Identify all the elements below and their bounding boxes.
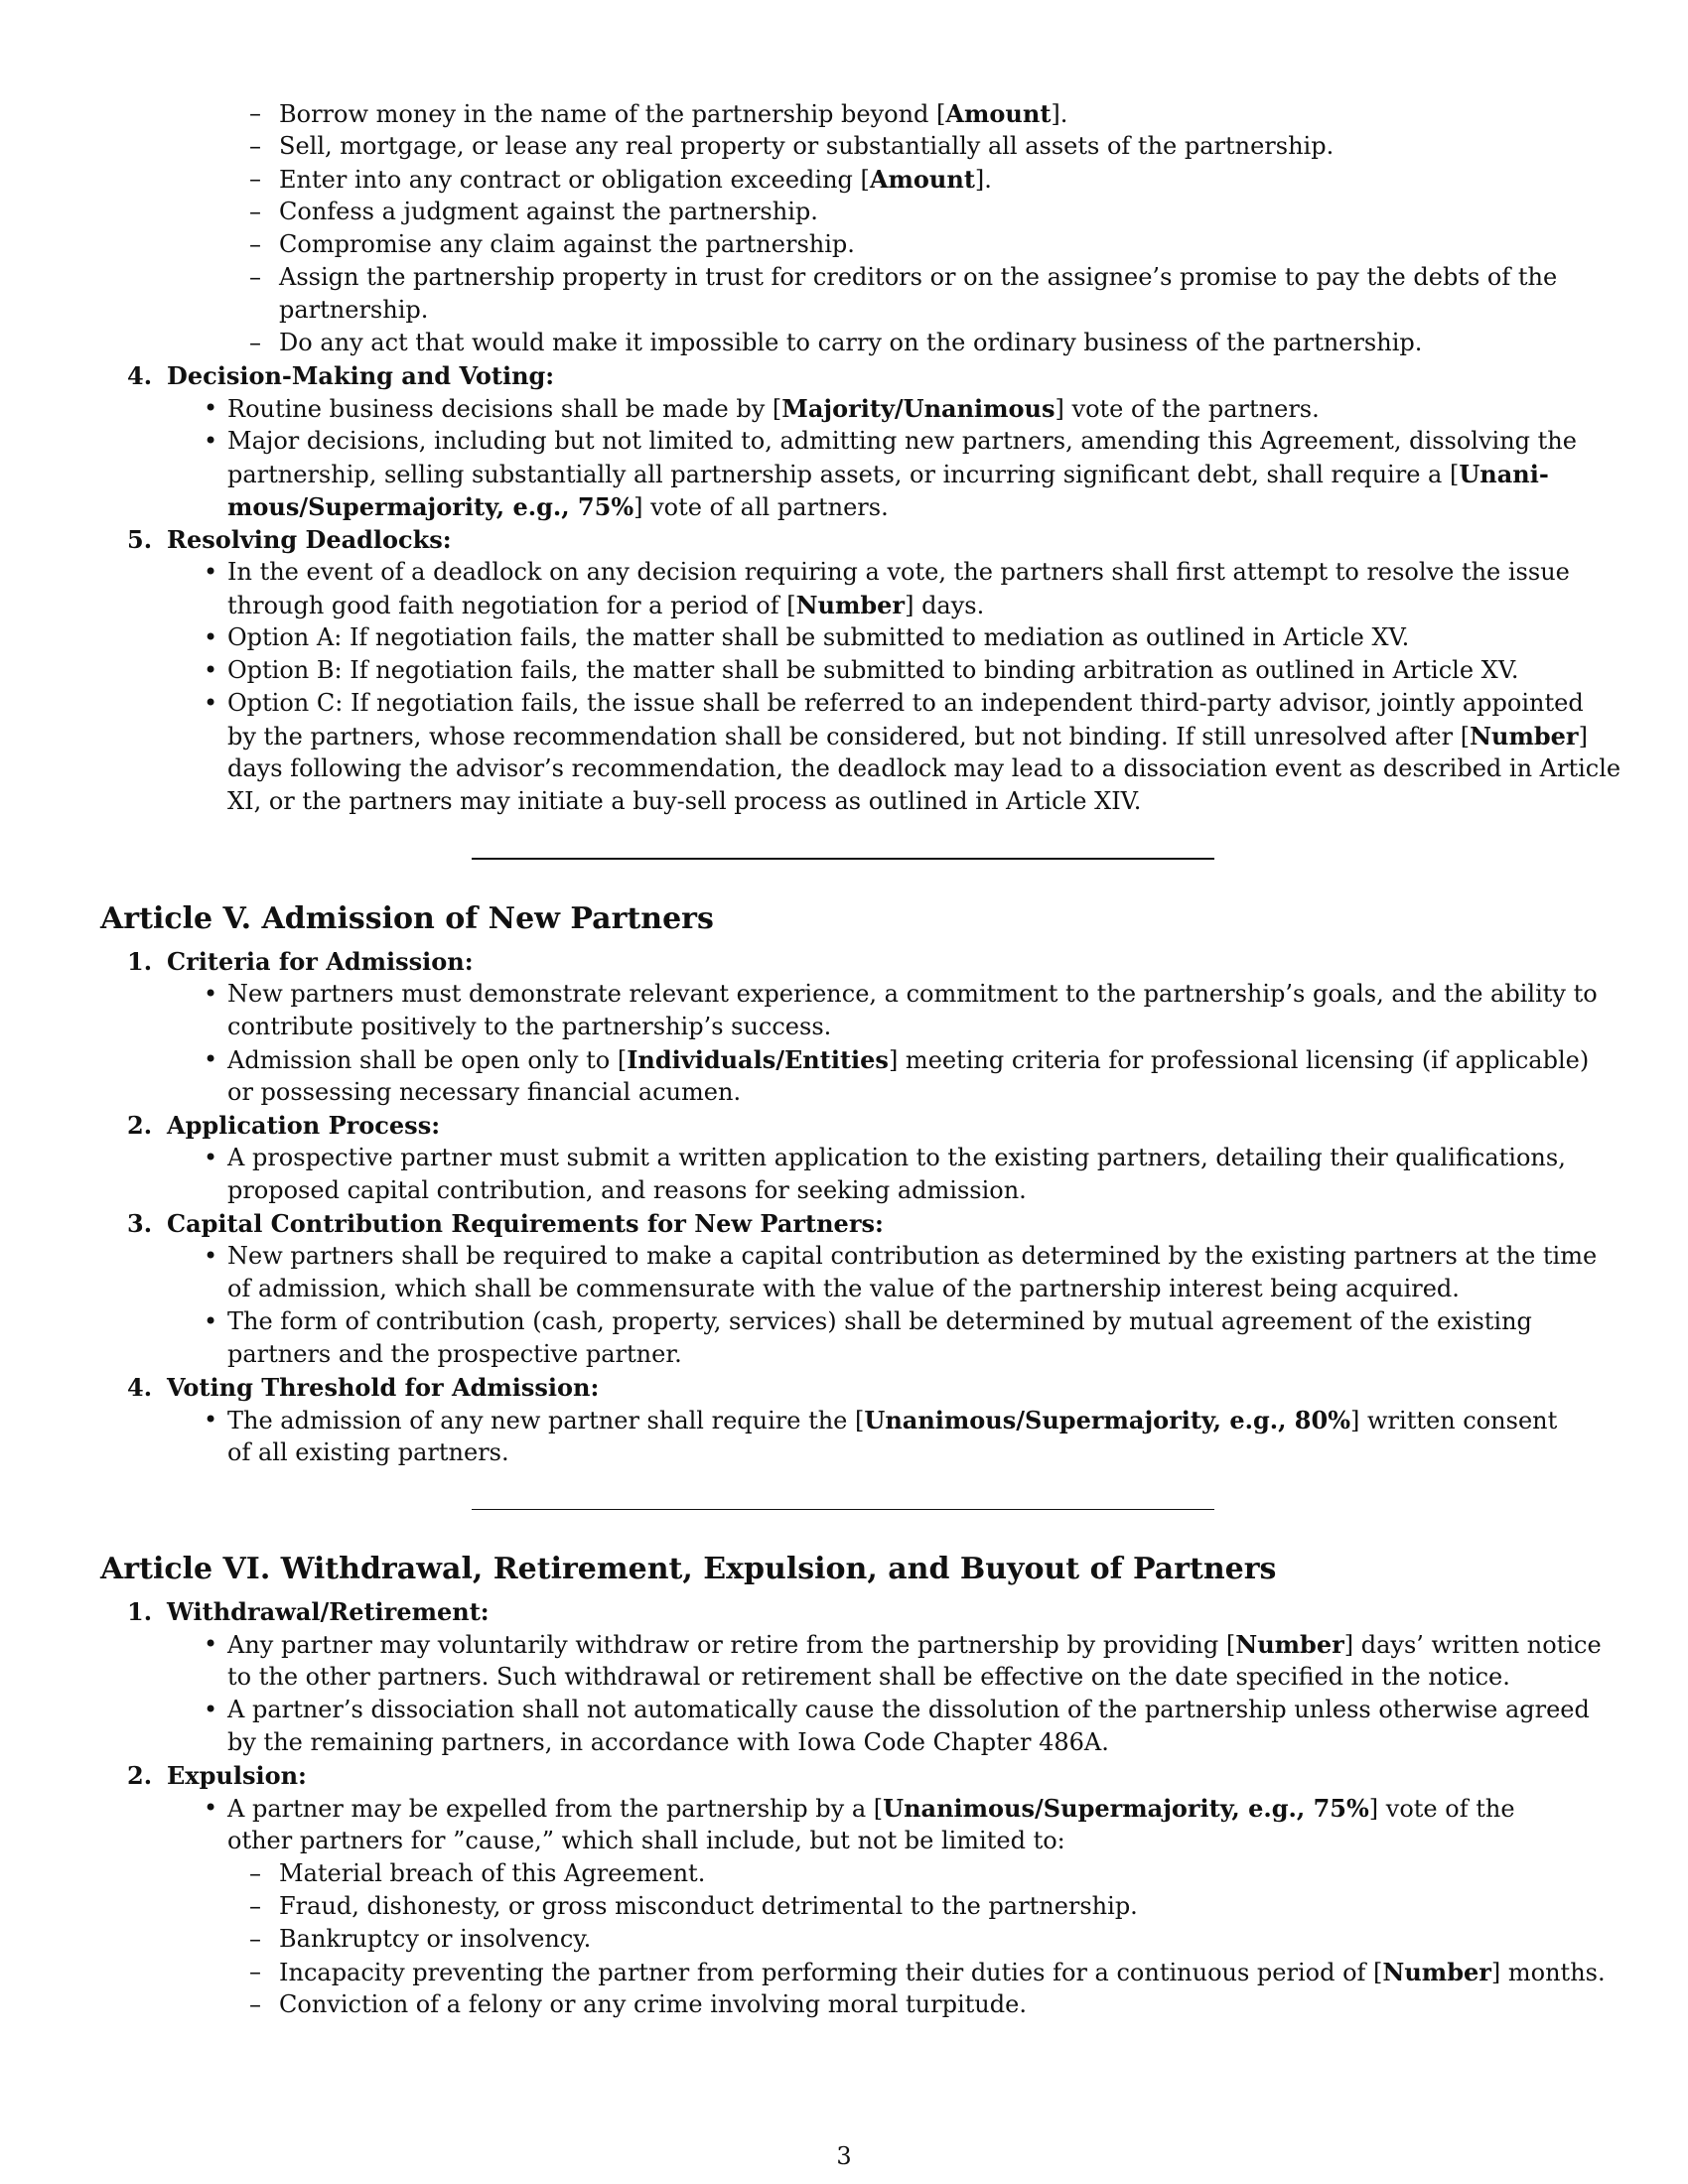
list-item: • A partner may be expelled from the partnership by a [Unanimous/Supermajority, e.g., 75%] vote of the [204,1794,1515,1823]
list-item: • A partner’s dissociation shall not automatically cause the dissolution of the partnership unless otherwise agreed [204,1696,1590,1723]
list-item: • Option B: If negotiation fails, the matter shall be submitted to binding arbitration as outlined in Article XV. [204,656,1519,684]
section-heading: 3. Capital Contribution Requirements for New Partners: [127,1209,884,1238]
section-heading: 2. Application Process: [127,1111,441,1140]
list-item: • Routine business decisions shall be made by [Majority/Unanimous] vote of the partners. [204,394,1320,423]
list-item-continuation: partnership, selling substantially all partnership assets, or incurring significant debt, shall require a [Unani- [227,460,1549,488]
section-heading: 4. Voting Threshold for Admission: [127,1373,600,1402]
section-heading: 4. Decision-Making and Voting: [127,361,555,390]
list-item: • Option A: If negotiation fails, the matter shall be submitted to mediation as outlined in Article XV. [204,623,1410,651]
list-item: – Material breach of this Agreement. [249,1859,706,1887]
list-item-continuation: or possessing necessary financial acumen. [227,1078,742,1106]
list-item: – Borrow money in the name of the partnership beyond [Amount]. [249,99,1068,128]
list-item-continuation: contribute positively to the partnership’s success. [227,1013,832,1040]
list-item: • New partners shall be required to make a capital contribution as determined by the existing partners at the time [204,1242,1598,1270]
list-item: • The admission of any new partner shall require the [Unanimous/Supermajority, e.g., 80%] written consent [204,1406,1558,1434]
page-number: 3 [836,2142,852,2170]
list-item: – Fraud, dishonesty, or gross misconduct detrimental to the partnership. [249,1892,1138,1920]
list-item-continuation: proposed capital contribution, and reasons for seeking admission. [227,1176,1027,1204]
list-item: • Option C: If negotiation fails, the issue shall be referred to an independent third-party advisor, jointly appointed [204,689,1584,717]
list-item: – Incapacity preventing the partner from performing their duties for a continuous period of [Number] months. [249,1958,1606,1986]
list-item-continuation: through good faith negotiation for a period of [Number] days. [227,591,985,619]
list-item-continuation: by the remaining partners, in accordance with Iowa Code Chapter 486A. [227,1728,1109,1756]
list-item: – Compromise any claim against the partnership. [249,230,855,258]
list-item-continuation: mous/Supermajority, e.g., 75%] vote of all partners. [227,492,889,521]
article-heading: Article VI. Withdrawal, Retirement, Expulsion, and Buyout of Partners [100,1552,1277,1586]
list-item: – Sell, mortgage, or lease any real property or substantially all assets of the partnership. [249,132,1335,160]
section-heading: 2. Expulsion: [127,1761,307,1790]
list-item-continuation: to the other partners. Such withdrawal or retirement shall be effective on the date specified in the notice. [227,1663,1510,1691]
list-item-continuation: XI, or the partners may initiate a buy-sell process as outlined in Article XIV. [227,787,1142,815]
article-heading: Article V. Admission of New Partners [100,901,714,936]
list-item-continuation: other partners for ”cause,” which shall include, but not be limited to: [227,1827,1065,1854]
list-item-continuation: by the partners, whose recommendation shall be considered, but not binding. If still unresolved after [Number] [227,722,1588,751]
list-item-continuation: days following the advisor’s recommendation, the deadlock may lead to a dissociation event as described in Article [227,754,1621,782]
section-heading: 1. Criteria for Admission: [127,947,474,976]
list-item: • Major decisions, including but not limited to, admitting new partners, amending this Agreement, dissolving the [204,427,1577,455]
list-item-continuation: partnership. [279,296,429,324]
section-heading: 1. Withdrawal/Retirement: [127,1597,490,1626]
list-item: – Do any act that would make it impossible to carry on the ordinary business of the partnership. [249,329,1423,356]
list-item: • In the event of a deadlock on any decision requiring a vote, the partners shall first attempt to resolve the issue [204,558,1570,586]
list-item: • A prospective partner must submit a written application to the existing partners, detailing their qualifications, [204,1144,1566,1171]
list-item: – Confess a judgment against the partnership. [249,198,818,225]
list-item-continuation: of all existing partners. [227,1438,509,1466]
list-item: – Bankruptcy or insolvency. [249,1925,592,1953]
document-page [100,97,1621,2021]
list-item: • The form of contribution (cash, property, services) shall be determined by mutual agreement of the existing [204,1307,1532,1335]
section-heading: 5. Resolving Deadlocks: [127,525,452,554]
list-item: – Assign the partnership property in trust for creditors or on the assignee’s promise to pay the debts of the [249,263,1558,291]
list-item: – Conviction of a felony or any crime involving moral turpitude. [249,1990,1027,2018]
list-item-continuation: partners and the prospective partner. [227,1340,682,1368]
list-item: • Any partner may voluntarily withdraw or retire from the partnership by providing [Number] days’ written notice [204,1630,1602,1659]
list-item-continuation: of admission, which shall be commensurate with the value of the partnership interest being acquired. [227,1275,1460,1302]
list-item: – Enter into any contract or obligation exceeding [Amount]. [249,165,992,194]
list-item: • Admission shall be open only to [Individuals/Entities] meeting criteria for professional licensing (if applicable) [204,1045,1590,1074]
list-item: • New partners must demonstrate relevant experience, a commitment to the partnership’s goals, and the ability to [204,980,1598,1008]
